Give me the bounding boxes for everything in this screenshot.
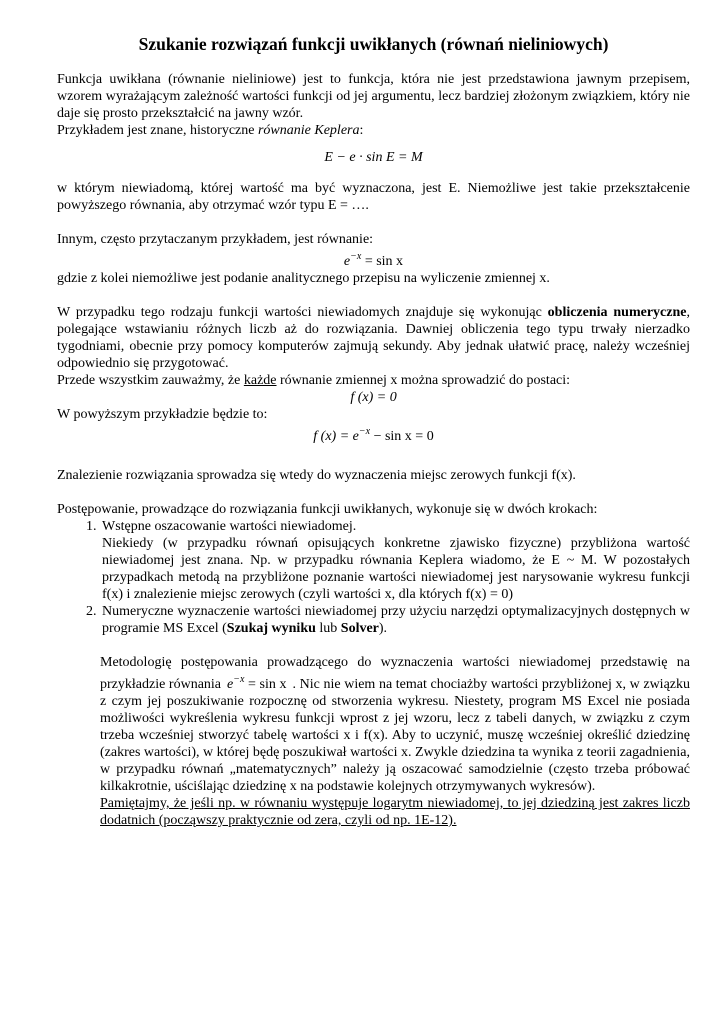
equation-fx-zero: f (x) = 0 — [350, 390, 397, 405]
paragraph-general-form — [57, 372, 690, 389]
paragraph-kepler-unknown: w którym niewiadomą, której wartość ma być wyznaczona, jest E. Niemożliwe jest takie przekształcenie powyższego równania, aby otrzymać wzór typu E = …. — [57, 181, 690, 213]
equation-kepler: E − e · sin E = M — [324, 150, 423, 165]
step2-text-mid: lub — [315, 621, 341, 636]
step2-goal-seek: Szukaj wyniku — [226, 621, 316, 636]
paragraph-other-example: Innym, często przytaczanym przykładem, jest równanie: — [57, 232, 374, 247]
equation-fx-example — [57, 423, 690, 445]
kepler-intro-text: Przykładem jest znane, historyczne — [57, 123, 258, 138]
general-form-underlined: każde — [243, 373, 277, 388]
paragraph-no-analytic: gdzie z kolei niemożliwe jest podanie analitycznego przepisu na wyliczenie zmiennej x. — [57, 271, 550, 286]
methodology-start: Metodologię postępowania prowadzącego do wyznaczenia wartości niewiadomej przedstawię na przykładzie równania — [100, 655, 690, 692]
step2-text-end: ). — [378, 621, 388, 636]
paragraph-methodology — [100, 654, 690, 795]
paragraph-kepler-intro — [57, 122, 690, 139]
general-form-end: równanie zmiennej x można sprowadzić do postaci: — [276, 373, 571, 388]
paragraph-numeric — [57, 304, 690, 372]
page-title: Szukanie rozwiązań funkcji uwikłanych (równań nieliniowych) — [138, 34, 609, 54]
paragraph-remember — [100, 795, 690, 829]
paragraph-zeros: Znalezienie rozwiązania sprowadza się wtedy do wyznaczenia miejsc zerowych funkcji f(x). — [57, 468, 576, 483]
eq2-exponent: −x — [350, 251, 362, 262]
remember-underlined-text: Pamiętajmy, że jeśli np. w równaniu występuje logarytm niewiadomej, to jej dziedziną jest zakres liczb dodatnich (począwszy praktycznie od zera, czyli od np. 1E-12). — [100, 796, 690, 828]
kepler-intro-colon: : — [359, 123, 364, 138]
inline-eq-rest: = sin x — [244, 677, 287, 692]
step2-solver: Solver — [340, 621, 379, 636]
inline-eq-base: e — [227, 677, 234, 692]
eq2-rest: = sin x — [361, 254, 404, 269]
numeric-text-end: , polegające wstawianiu różnych liczb aż do rozwiązania. Dawniej obliczenia tego typu trwały nierzadko tygodniami, obecnie przy pomocy komputerów zajmują sekundy. Aby jednak ułatwić pracę, należy wcześniej odpowiednio się przygotować. — [57, 305, 690, 371]
methodology-end: . Nic nie wiem na temat chociażby wartości przybliżonej x, w związku z czym jej poszukiwanie rozpocznę od stworzenia wykresu. Niestety, program MS Excel nie posiada możliwości wykreślenia wykresu funkcji wprost z jej wzoru, lecz z tabeli danych, w związku z czym trzeba wcześniej stworzyć tabelę wartości x i f(x). Aby to uczynić, muszę wcześniej określić dziedzinę (zakres wartości), w której będę poszukiwał wartości x. Zwykle dziedzina ta wynika z teorii zagadnienia, w przypadku równań „matematycznych” należy ją oszacować samodzielnie (często trzeba próbować kilkakrotnie, uściślając dziedzinę x na podstawie kolejnych otrzymywanych wykresów). — [100, 677, 691, 794]
numeric-text-start: W przypadku tego rodzaju funkcji wartości niewiadomych znajduje się wykonując — [57, 305, 548, 320]
inline-eq-exponent: −x — [233, 674, 245, 685]
methodology-inline-equation — [221, 674, 293, 692]
step2-text-start: Numeryczne wyznaczenie wartości niewiadomej przy użyciu narzędzi optymalizacyjnych dostępnych w programie MS Excel ( — [102, 604, 690, 636]
eq4-left: f (x) = e — [313, 429, 359, 444]
numeric-bold-term: obliczenia numeryczne — [547, 305, 687, 320]
eq2-base: e — [343, 254, 351, 269]
kepler-term: równanie Keplera — [257, 123, 360, 138]
eq4-exponent: −x — [358, 426, 371, 437]
list-item-step-1 — [100, 518, 690, 603]
step1-title: Wstępne oszacowanie wartości niewiadomej. — [102, 519, 357, 534]
general-form-start: Przede wszystkim zauważmy, że — [57, 373, 244, 388]
paragraph-definition: Funkcja uwikłana (równanie nieliniowe) jest to funkcja, która nie jest przedstawiona jawnym przepisem, wzorem wyrażającym zależność wartości funkcji od jej argumentu, lecz bardziej złożonym związkiem, który nie daje się prosto przekształcić na jawny wzór. — [57, 72, 690, 121]
paragraph-example-form: W powyższym przykładzie będzie to: — [57, 407, 268, 422]
step1-body: Niekiedy (w przypadku równań opisujących konkretne zjawisko fizyczne) przybliżona wartość niewiadomej jest znana. Np. w przypadku równania Keplera wiadomo, że E ~ M. W pozostałych przypadkach metodą na przybliżone poznanie wartości niewiadomej jest narysowanie wykresu funkcji f(x) i znalezienie miejsc zerowych (czyli wartości x, dla których f(x) = 0) — [102, 536, 690, 602]
list-item-step-2 — [100, 603, 690, 637]
eq4-rest: − sin x = 0 — [370, 429, 434, 444]
equation-exp-sin — [57, 248, 690, 270]
paragraph-procedure: Postępowanie, prowadzące do rozwiązania funkcji uwikłanych, wykonuje się w dwóch krokach: — [57, 502, 598, 517]
steps-list — [57, 518, 690, 637]
